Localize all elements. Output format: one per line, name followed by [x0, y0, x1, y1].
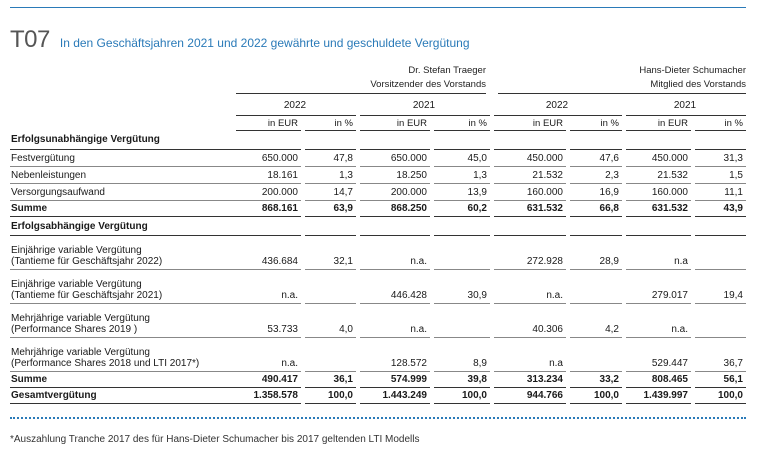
value-cell [305, 338, 356, 372]
row-label [10, 236, 236, 270]
value-cell: 200.000 [236, 184, 301, 201]
value-cell: n.a. [236, 270, 301, 304]
sum-row [10, 201, 746, 217]
value-cell: 28,9 [570, 236, 622, 270]
value-cell: 30,9 [434, 270, 490, 304]
value-cell: 631.532 [494, 201, 566, 217]
row-label-line1: Mehrjährige variable Vergütung [11, 347, 150, 358]
row-label-line1: Einjährige variable Vergütung [11, 279, 142, 290]
person-role: Vorsitzender des Vorstands [370, 79, 486, 90]
value-cell: n.a. [626, 304, 691, 338]
table-row [10, 150, 746, 167]
person-role: Mitglied des Vorstands [650, 79, 746, 90]
value-cell: 14,7 [305, 184, 356, 201]
person-rule [498, 93, 746, 94]
row-label [10, 270, 236, 304]
value-cell: 45,0 [434, 150, 490, 167]
value-cell: 490.417 [236, 372, 301, 388]
value-cell [434, 304, 490, 338]
value-cell: 47,6 [570, 150, 622, 167]
section-title: Erfolgsabhängige Vergütung [10, 217, 236, 236]
value-cell [695, 236, 746, 270]
value-cell: 100,0 [305, 388, 356, 404]
value-cell: n.a. [360, 236, 430, 270]
value-cell: n.a [626, 236, 691, 270]
value-cell: 650.000 [360, 150, 430, 167]
value-cell: 32,1 [305, 236, 356, 270]
value-cell: 21.532 [494, 167, 566, 184]
value-cell: 18.250 [360, 167, 430, 184]
value-cell: 631.532 [626, 201, 691, 217]
year-cell: 2021 [626, 96, 746, 116]
unit-cell: in EUR [626, 116, 691, 131]
row-label-line2: (Performance Shares 2018 und LTI 2017*) [11, 358, 200, 369]
year-cell: 2021 [360, 96, 490, 116]
value-cell: 868.161 [236, 201, 301, 217]
row-label-line1: Mehrjährige variable Vergütung [11, 313, 150, 324]
unit-cell: in EUR [494, 116, 566, 131]
value-cell: 574.999 [360, 372, 430, 388]
unit-header-row [10, 116, 746, 131]
value-cell: 36,7 [695, 338, 746, 372]
value-cell: 56,1 [695, 372, 746, 388]
value-cell: n.a. [360, 304, 430, 338]
section1-rows [10, 150, 746, 217]
section-header-row [10, 131, 746, 150]
footnote: *Auszahlung Tranche 2017 des für Hans-Dieter Schumacher bis 2017 geltenden LTI Modells [10, 434, 420, 445]
value-cell: 100,0 [695, 388, 746, 404]
unit-cell: in % [434, 116, 490, 131]
row-label: Versorgungsaufwand [10, 184, 236, 201]
value-cell: 31,3 [695, 150, 746, 167]
value-cell: 33,2 [570, 372, 622, 388]
value-cell: 4,0 [305, 304, 356, 338]
compensation-table [10, 96, 746, 404]
table-row [10, 184, 746, 201]
table-row [10, 167, 746, 184]
value-cell: 450.000 [494, 150, 566, 167]
year-cell: 2022 [494, 96, 622, 116]
value-cell: 53.733 [236, 304, 301, 338]
row-label [10, 338, 236, 372]
value-cell: 1,3 [434, 167, 490, 184]
value-cell: 944.766 [494, 388, 566, 404]
person-header-traeger [360, 64, 486, 92]
value-cell: 868.250 [360, 201, 430, 217]
table-heading [10, 26, 470, 54]
value-cell [305, 270, 356, 304]
value-cell [570, 270, 622, 304]
row-label-line2: (Tantieme für Geschäftsjahr 2021) [11, 290, 163, 301]
value-cell: 8,9 [434, 338, 490, 372]
value-cell: 13,9 [434, 184, 490, 201]
row-label: Summe [10, 372, 236, 388]
value-cell: 272.928 [494, 236, 566, 270]
value-cell: 66,8 [570, 201, 622, 217]
value-cell: 43,9 [695, 201, 746, 217]
year-header-row [10, 96, 746, 116]
unit-cell: in % [570, 116, 622, 131]
sum-row [10, 372, 746, 388]
year-cell: 2022 [236, 96, 356, 116]
row-label: Summe [10, 201, 236, 217]
value-cell: 40.306 [494, 304, 566, 338]
dotted-divider [10, 417, 746, 419]
value-cell: 4,2 [570, 304, 622, 338]
row-label: Nebenleistungen [10, 167, 236, 184]
value-cell: n.a [494, 338, 566, 372]
unit-cell: in % [695, 116, 746, 131]
value-cell: 436.684 [236, 236, 301, 270]
value-cell: 21.532 [626, 167, 691, 184]
value-cell: 1,5 [695, 167, 746, 184]
value-cell: 1.439.997 [626, 388, 691, 404]
value-cell: n.a. [236, 338, 301, 372]
value-cell [434, 236, 490, 270]
unit-cell: in EUR [236, 116, 301, 131]
value-cell: 160.000 [626, 184, 691, 201]
value-cell: 313.234 [494, 372, 566, 388]
person-rule [236, 93, 486, 94]
value-cell: 200.000 [360, 184, 430, 201]
table-row [10, 338, 746, 372]
value-cell: 100,0 [434, 388, 490, 404]
section2-rows [10, 236, 746, 404]
value-cell: 60,2 [434, 201, 490, 217]
value-cell: 63,9 [305, 201, 356, 217]
row-label: Gesamtvergütung [10, 388, 236, 404]
value-cell [695, 304, 746, 338]
value-cell: 446.428 [360, 270, 430, 304]
row-label-line2: (Performance Shares 2019 ) [11, 324, 138, 335]
row-label [10, 304, 236, 338]
value-cell: 650.000 [236, 150, 301, 167]
value-cell: 36,1 [305, 372, 356, 388]
unit-cell: in % [305, 116, 356, 131]
value-cell: 1,3 [305, 167, 356, 184]
unit-cell: in EUR [360, 116, 430, 131]
value-cell [570, 338, 622, 372]
value-cell: 808.465 [626, 372, 691, 388]
row-label-line1: Einjährige variable Vergütung [11, 245, 142, 256]
value-cell: 11,1 [695, 184, 746, 201]
value-cell: 19,4 [695, 270, 746, 304]
person-header-schumacher [620, 64, 746, 92]
value-cell: 450.000 [626, 150, 691, 167]
row-label-line2: (Tantieme für Geschäftsjahr 2022) [11, 256, 163, 267]
value-cell: 128.572 [360, 338, 430, 372]
value-cell: 279.017 [626, 270, 691, 304]
table-row [10, 270, 746, 304]
person-name: Hans-Dieter Schumacher [639, 65, 746, 76]
value-cell: 1.443.249 [360, 388, 430, 404]
top-rule [10, 7, 746, 8]
table-code: T07 [10, 26, 50, 53]
person-name: Dr. Stefan Traeger [408, 65, 486, 76]
table-row [10, 236, 746, 270]
value-cell: 39,8 [434, 372, 490, 388]
value-cell: 1.358.578 [236, 388, 301, 404]
total-row [10, 388, 746, 404]
value-cell: 2,3 [570, 167, 622, 184]
section-header-row [10, 217, 746, 236]
value-cell: 529.447 [626, 338, 691, 372]
table-row [10, 304, 746, 338]
value-cell: 18.161 [236, 167, 301, 184]
value-cell: 16,9 [570, 184, 622, 201]
section-title: Erfolgsunabhängige Vergütung [10, 131, 236, 150]
value-cell: n.a. [494, 270, 566, 304]
row-label: Festvergütung [10, 150, 236, 167]
value-cell: 47,8 [305, 150, 356, 167]
value-cell: 160.000 [494, 184, 566, 201]
table-title: In den Geschäftsjahren 2021 und 2022 gewährte und geschuldete Vergütung [59, 36, 470, 50]
value-cell: 100,0 [570, 388, 622, 404]
